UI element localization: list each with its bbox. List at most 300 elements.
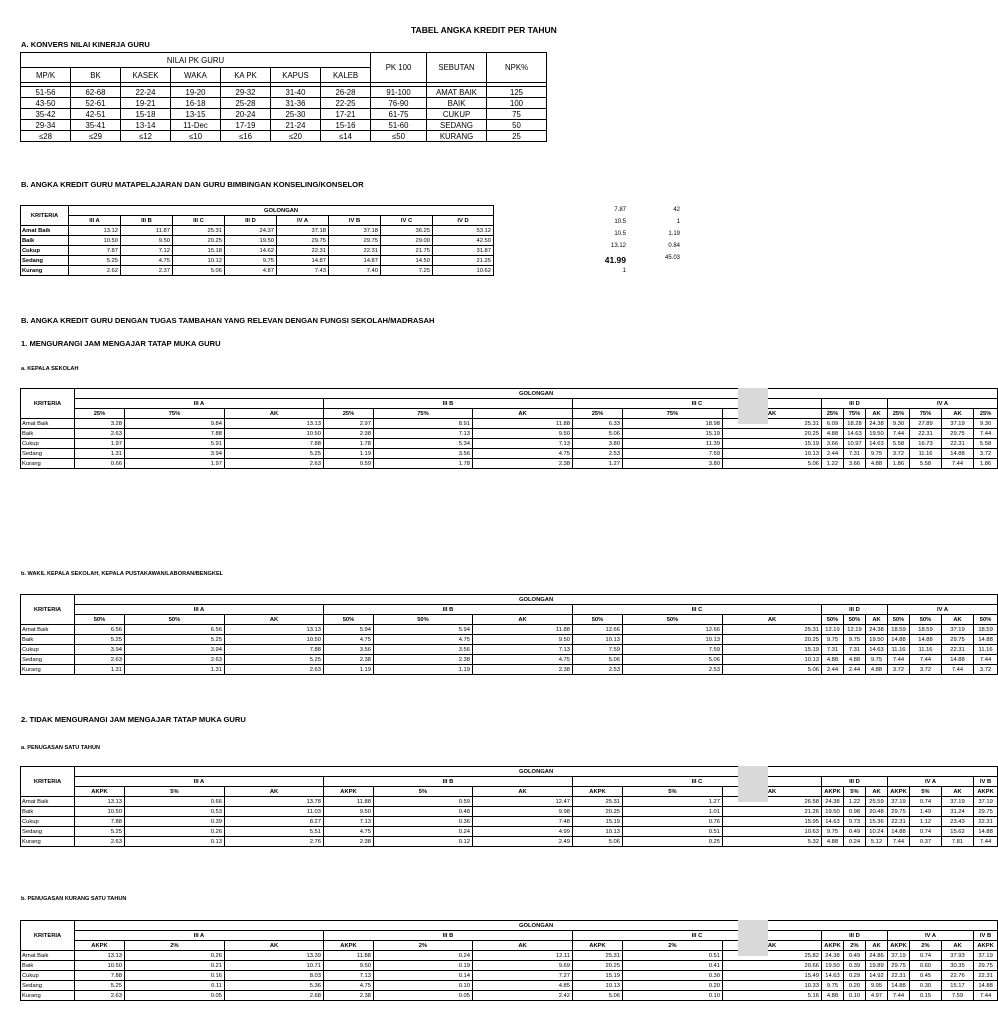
table-cell: 10.12 [173, 256, 225, 266]
table-cell: 14.88 [888, 827, 910, 837]
table-cell: 10.62 [433, 266, 494, 276]
table-cell: 100 [487, 98, 547, 109]
table-row [21, 226, 494, 236]
table-cell: 0.73 [844, 817, 866, 827]
table-cell: 7.44 [888, 991, 910, 1001]
table-cell: 12.47 [473, 797, 573, 807]
table-cell: 0.11 [125, 981, 225, 991]
subcol-header: AK [866, 615, 888, 625]
table-cell: 11.16 [888, 645, 910, 655]
table-cell: 25.31 [723, 419, 822, 429]
subcol-header: 50% [974, 615, 998, 625]
table-cell: 7.44 [888, 837, 910, 847]
subcol-header: 50% [573, 615, 623, 625]
table-cell: 14.92 [866, 971, 888, 981]
table-cell: 7.13 [324, 817, 374, 827]
table-cell: 5.91 [125, 439, 225, 449]
table-cell: 0.66 [125, 797, 225, 807]
table-cell: 37.19 [974, 797, 998, 807]
table-cell: 7.43 [277, 266, 329, 276]
table-cell: 11.16 [910, 645, 942, 655]
table-cell: 1.78 [374, 459, 473, 469]
table-cell: 15.49 [723, 971, 822, 981]
table-cell: 2.62 [69, 266, 121, 276]
table-cell: 10.33 [723, 981, 822, 991]
table-cell: 7.88 [225, 439, 324, 449]
table-cell: 31-36 [271, 98, 321, 109]
subcol-header: 50% [125, 615, 225, 625]
table-cell: 24.38 [822, 951, 844, 961]
table-cell: 22.31 [329, 246, 381, 256]
side-calc-value: 42 [673, 207, 680, 213]
row-label: Sedang [21, 981, 75, 991]
table-cell: 9.30 [974, 419, 998, 429]
table-cell: 7.13 [473, 645, 573, 655]
table-cell: 0.51 [623, 951, 723, 961]
row-label: Cukup [21, 439, 75, 449]
table-cell: 10.13 [723, 655, 822, 665]
table-cell: 5.25 [75, 635, 125, 645]
subcol-header: AK [942, 787, 974, 797]
subcol-header: AK [866, 409, 888, 419]
table-cell: 7.44 [974, 429, 998, 439]
table-cell: 14.88 [942, 449, 974, 459]
table-cell: 5.25 [75, 827, 125, 837]
table-cell: 9.75 [822, 635, 844, 645]
table-cell: 0.26 [125, 951, 225, 961]
table-cell: 7.44 [942, 665, 974, 675]
table-cell: 0.05 [125, 991, 225, 1001]
table-cell: 25-28 [221, 98, 271, 109]
table-cell: 0.59 [324, 459, 374, 469]
table-cell: 4.88 [822, 991, 844, 1001]
row-label: Amat Baik [21, 951, 75, 961]
row-label: Amat Baik [21, 419, 75, 429]
side-calc-value: 7.87 [614, 207, 626, 213]
table-cell: 15.95 [723, 817, 822, 827]
subcol-header: 50% [324, 615, 374, 625]
table-cell: 0.76 [623, 817, 723, 827]
table-cell: 25 [487, 131, 547, 142]
side-calc-value: 0.84 [668, 243, 680, 249]
table-cell: 14.87 [329, 256, 381, 266]
subcol-header: 5% [374, 787, 473, 797]
table-cell: 18.98 [623, 419, 723, 429]
table-cell: 61-75 [371, 109, 427, 120]
subcol-header: 25% [888, 409, 910, 419]
table-cell: 20.25 [723, 635, 822, 645]
table-cell: 20.25 [173, 236, 225, 246]
table-cell: 51-56 [21, 87, 71, 98]
table-row [21, 827, 998, 837]
table-cell: 20.25 [573, 961, 623, 971]
table-cell: 4.75 [473, 449, 573, 459]
table-cell: 4.75 [121, 256, 173, 266]
table-cell: 12.66 [623, 625, 723, 635]
table-cell: ≤50 [371, 131, 427, 142]
subcol-header: AK [942, 409, 974, 419]
table-cell: 14.50 [381, 256, 433, 266]
table-cell: 1.31 [125, 665, 225, 675]
guru-mapel-table [20, 205, 494, 276]
table-cell: 2.38 [374, 655, 473, 665]
table-cell: 22.31 [888, 971, 910, 981]
table-cell: 5.58 [974, 439, 998, 449]
table-cell: 29.75 [974, 807, 998, 817]
table-cell: 24.86 [866, 951, 888, 961]
col-header: WAKA [171, 68, 221, 83]
group-header: III A [75, 399, 324, 409]
table-cell: 2.63 [225, 459, 324, 469]
subcol-header: 25% [573, 409, 623, 419]
table-cell: 22.31 [942, 645, 974, 655]
table-cell: 2.49 [473, 837, 573, 847]
table-cell: 11.88 [473, 625, 573, 635]
subcol-header: AK [723, 941, 822, 951]
table-cell: 22.31 [942, 439, 974, 449]
row-label: Kurang [21, 991, 75, 1001]
table-cell: 76-90 [371, 98, 427, 109]
table-row [21, 109, 547, 120]
subcol-header: AK [473, 941, 573, 951]
table-cell: 35-41 [71, 120, 121, 131]
table-cell: 5.16 [723, 991, 822, 1001]
group-header: IV B [974, 777, 998, 787]
table-cell: 7.88 [75, 817, 125, 827]
table-cell: 5.25 [69, 256, 121, 266]
table-cell: 0.49 [844, 951, 866, 961]
table-cell: 9.75 [866, 449, 888, 459]
subcol-header: AKPK [573, 787, 623, 797]
table-cell: 10.50 [75, 807, 125, 817]
subcol-header: AKPK [75, 787, 125, 797]
table-row [21, 951, 998, 961]
subcol-header: 25% [75, 409, 125, 419]
table-row [21, 991, 998, 1001]
row-label: Amat Baik [21, 625, 75, 635]
row-label: Sedang [21, 256, 69, 266]
table-cell: 1.31 [75, 449, 125, 459]
table-cell: 1.31 [75, 665, 125, 675]
table-row [21, 459, 998, 469]
side-calc-value: 10.5 [614, 219, 626, 225]
subcol-header: 2% [623, 941, 723, 951]
table-cell: 20.25 [573, 807, 623, 817]
table-cell: 42.50 [433, 236, 494, 246]
subcol-header: 25% [324, 409, 374, 419]
table-cell: ≤16 [221, 131, 271, 142]
table-cell: 5.06 [573, 991, 623, 1001]
table-cell: 15.19 [573, 817, 623, 827]
table-cell: 11-Dec [171, 120, 221, 131]
table-cell: 10.50 [75, 961, 125, 971]
table-cell: ≤29 [71, 131, 121, 142]
header-row [21, 595, 998, 605]
table-cell: 26.58 [723, 797, 822, 807]
table-row [21, 131, 547, 142]
side-calculation [580, 207, 690, 280]
table-cell: CUKUP [427, 109, 487, 120]
golongan-col-header: III D [225, 216, 277, 226]
header-row [21, 941, 998, 951]
table-cell: 15.62 [942, 827, 974, 837]
table-cell: 14.63 [866, 645, 888, 655]
subcol-header: 50% [844, 615, 866, 625]
caption-kepala-sekolah: a. KEPALA SEKOLAH [21, 366, 79, 372]
table-cell: 7.48 [473, 817, 573, 827]
table-cell: 10.13 [573, 635, 623, 645]
table-cell: 27.89 [910, 419, 942, 429]
col-header: BK [71, 68, 121, 83]
table-cell: 18.59 [888, 625, 910, 635]
subsection-2-heading: 2. TIDAK MENGURANGI JAM MENGAJAR TATAP MUKA GURU [21, 715, 246, 724]
table-cell: 7.44 [974, 655, 998, 665]
table-cell: 3.56 [374, 645, 473, 655]
table-cell: 2.63 [75, 429, 125, 439]
table-cell: 52-61 [71, 98, 121, 109]
pk-conversion-table [20, 52, 547, 142]
table-cell: 4.99 [473, 827, 573, 837]
table-cell: 14.87 [277, 256, 329, 266]
table-cell: 22-25 [321, 98, 371, 109]
table-cell: ≤14 [321, 131, 371, 142]
table-cell: 9.50 [473, 429, 573, 439]
table-cell: 30.35 [942, 961, 974, 971]
subcol-header: AKPK [324, 787, 374, 797]
subsection-1-heading: 1. MENGURANGI JAM MENGAJAR TATAP MUKA GURU [21, 339, 221, 348]
table-row [21, 807, 998, 817]
subcol-header: 75% [623, 409, 723, 419]
table-cell: 0.45 [910, 971, 942, 981]
table-cell: 8.27 [225, 817, 324, 827]
group-header: IV A [888, 605, 998, 615]
subcol-header: AK [723, 615, 822, 625]
table-cell: 2.44 [822, 449, 844, 459]
row-label: Amat Baik [21, 797, 75, 807]
table-row [21, 665, 998, 675]
group-header: IV A [888, 777, 974, 787]
table-row [21, 817, 998, 827]
table-cell: 4.75 [324, 635, 374, 645]
table-cell: 25.31 [723, 625, 822, 635]
table-cell: 1.27 [573, 459, 623, 469]
table-cell: 0.15 [910, 991, 942, 1001]
table-row [21, 266, 494, 276]
table-cell: 15.19 [723, 645, 822, 655]
table-row [21, 961, 998, 971]
row-label: Cukup [21, 246, 69, 256]
subcol-header: AKPK [822, 941, 844, 951]
table-cell: ≤20 [271, 131, 321, 142]
header-row [21, 409, 998, 419]
table-cell: 11.39 [623, 439, 723, 449]
kriteria-header: KRITERIA [21, 389, 75, 419]
table-cell: 18.28 [844, 419, 866, 429]
row-label: Kurang [21, 837, 75, 847]
table-cell: 18.59 [910, 625, 942, 635]
table-cell: 0.14 [374, 971, 473, 981]
subcol-header: 75% [910, 409, 942, 419]
table-cell: 19.89 [866, 961, 888, 971]
group-header: III B [324, 777, 573, 787]
table-cell: 9.98 [473, 807, 573, 817]
table-cell: 4.88 [844, 655, 866, 665]
table-cell: 1.22 [844, 797, 866, 807]
table-cell: 15.19 [573, 971, 623, 981]
subcol-header: AK [942, 941, 974, 951]
gray-strip [738, 388, 768, 424]
table-cell: 0.12 [374, 837, 473, 847]
table-cell: 10.13 [573, 827, 623, 837]
table-cell: 5.51 [225, 827, 324, 837]
table-cell: 0.29 [844, 971, 866, 981]
table-cell: 13.13 [225, 419, 324, 429]
table-cell: 14.88 [974, 827, 998, 837]
table-cell: 13-15 [171, 109, 221, 120]
table-cell: 3.94 [125, 449, 225, 459]
row-label: Kurang [21, 266, 69, 276]
kriteria-header: KRITERIA [21, 767, 75, 797]
table-row [21, 419, 998, 429]
table-cell: 9.95 [866, 981, 888, 991]
penugasan-satu-tahun-table [20, 766, 998, 847]
golongan-col-header: IV C [381, 216, 433, 226]
table-cell: 1.86 [974, 459, 998, 469]
table-cell: 9.50 [324, 807, 374, 817]
table-row [21, 439, 998, 449]
table-cell: 0.49 [844, 827, 866, 837]
table-cell: 15.36 [866, 817, 888, 827]
table-cell: 0.21 [125, 961, 225, 971]
table-cell: 1.22 [822, 459, 844, 469]
row-label: Baik [21, 807, 75, 817]
header-row [21, 921, 998, 931]
subcol-header: AK [473, 787, 573, 797]
table-cell: 12.19 [844, 625, 866, 635]
table-cell: 2.63 [125, 655, 225, 665]
subcol-header: 2% [844, 941, 866, 951]
group-header: III D [822, 605, 888, 615]
group-header: IV B [974, 931, 998, 941]
golongan-header: GOLONGAN [75, 767, 998, 777]
table-cell: 1.97 [75, 439, 125, 449]
col-header: KA PK [221, 68, 271, 83]
table-cell: 5.12 [866, 837, 888, 847]
row-label: Baik [21, 635, 75, 645]
table-cell: 10.97 [844, 439, 866, 449]
table-cell: 7.59 [573, 645, 623, 655]
group-header: III D [822, 931, 888, 941]
table-cell: 5.06 [723, 459, 822, 469]
subcol-header: 50% [623, 615, 723, 625]
table-cell: 16-18 [171, 98, 221, 109]
row-label: Sedang [21, 449, 75, 459]
table-cell: 25.82 [723, 951, 822, 961]
table-cell: 12.11 [473, 951, 573, 961]
table-cell: 2.37 [121, 266, 173, 276]
table-cell: 22.31 [974, 971, 998, 981]
table-cell: 62-68 [71, 87, 121, 98]
table-cell: 10.13 [723, 449, 822, 459]
table-cell: 5.06 [723, 665, 822, 675]
table-cell: 17-19 [221, 120, 271, 131]
subcol-header: 50% [822, 615, 844, 625]
table-cell: 0.59 [374, 797, 473, 807]
table-cell: 0.60 [910, 961, 942, 971]
subcol-header: 2% [125, 941, 225, 951]
table-cell: 13.13 [75, 797, 125, 807]
table-cell: 4.75 [324, 827, 374, 837]
group-header: III C [573, 605, 822, 615]
table-cell: 7.44 [910, 655, 942, 665]
penugasan-kurang-table [20, 920, 998, 1001]
nilai-pk-header: NILAI PK GURU [21, 53, 371, 68]
table-cell: 22.76 [942, 971, 974, 981]
group-header: III C [573, 931, 822, 941]
table-cell: 15.19 [623, 429, 723, 439]
table-cell: 22.31 [277, 246, 329, 256]
kriteria-header: KRITERIA [21, 206, 69, 226]
table-cell: 14.63 [822, 817, 844, 827]
golongan-col-header: III B [121, 216, 173, 226]
table-cell: 37.19 [942, 625, 974, 635]
table-cell: 10.13 [573, 981, 623, 991]
table-cell: 7.13 [374, 429, 473, 439]
golongan-col-header: IV D [433, 216, 494, 226]
table-cell: 4.97 [866, 991, 888, 1001]
table-cell: 5.25 [225, 655, 324, 665]
table-cell: 0.20 [623, 981, 723, 991]
subcol-header: AK [225, 615, 324, 625]
table-cell: 15.17 [942, 981, 974, 991]
table-cell: BAIK [427, 98, 487, 109]
col-header: SEBUTAN [427, 53, 487, 83]
table-row [21, 655, 998, 665]
table-cell: 19-20 [171, 87, 221, 98]
side-calc-row [580, 219, 690, 231]
subcol-header: AK [473, 409, 573, 419]
table-cell: 19.50 [225, 236, 277, 246]
table-cell: 13.78 [225, 797, 324, 807]
table-cell: 0.74 [910, 797, 942, 807]
subcol-header: AK [225, 787, 324, 797]
table-cell: 2.42 [473, 991, 573, 1001]
table-cell: 0.53 [125, 807, 225, 817]
table-row [21, 635, 998, 645]
table-cell: 11.03 [225, 807, 324, 817]
wakil-kepala-table [20, 594, 998, 675]
caption-wakil-kepala: b. WAKIL KEPALA SEKOLAH, KEPALA PUSTAKAWAN/LABORAN/BENGKEL [21, 571, 224, 577]
table-cell: 51-60 [371, 120, 427, 131]
row-label: Cukup [21, 645, 75, 655]
table-cell: 125 [487, 87, 547, 98]
table-cell: 9.84 [125, 419, 225, 429]
table-cell: 10.71 [225, 961, 324, 971]
subcol-header: 25% [974, 409, 998, 419]
table-cell: 24.38 [866, 419, 888, 429]
table-cell: 12.19 [822, 625, 844, 635]
table-cell: 4.85 [473, 981, 573, 991]
table-cell: 0.98 [844, 807, 866, 817]
table-cell: 7.44 [888, 429, 910, 439]
table-cell: SEDANG [427, 120, 487, 131]
table-cell: 13.39 [225, 951, 324, 961]
table-cell: 5.32 [723, 837, 822, 847]
table-cell: 0.74 [910, 827, 942, 837]
table-cell: 19.50 [866, 429, 888, 439]
table-cell: 4.75 [374, 635, 473, 645]
table-cell: 0.30 [910, 981, 942, 991]
